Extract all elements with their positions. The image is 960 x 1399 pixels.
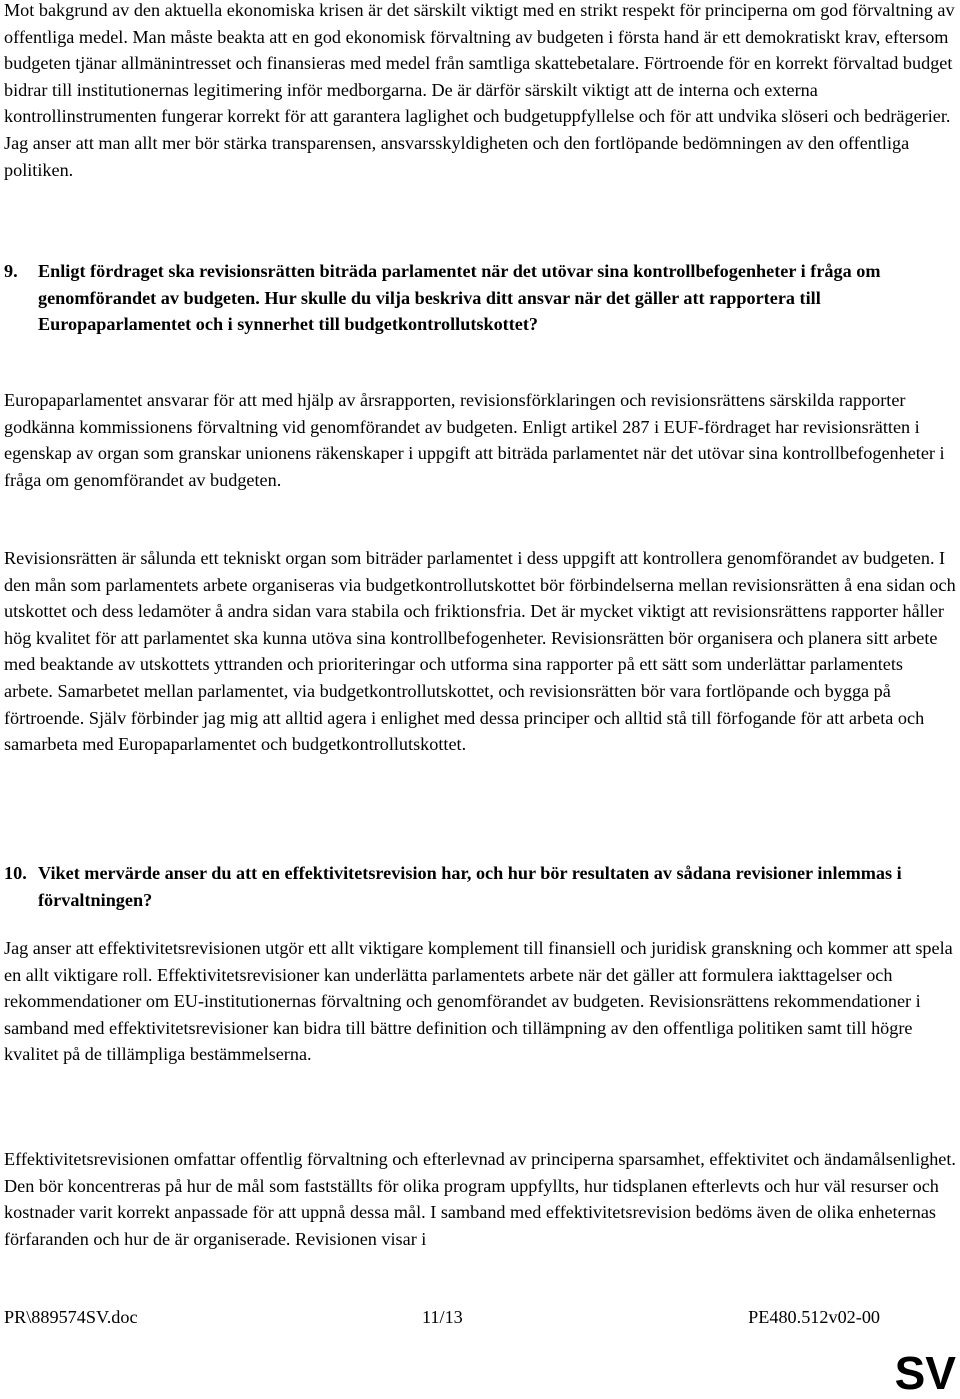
- question-9-text: Enligt fördraget ska revisionsrätten biträda parlamentet när det utövar sina kontrollbefogenheter i fråga om genomförandet av budgeten. Hur skulle du vilja beskriva ditt ansvar när det gäller att rapportera till Europaparlamentet och i synnerhet till budgetkontrollutskottet?: [38, 261, 881, 335]
- body-paragraph-1: Mot bakgrund av den aktuella ekonomiska krisen är det särskilt viktigt med en strikt respekt för principerna om god förvaltning av offentliga medel. Man måste beakta att en god ekonomisk förvaltning av budgeten i första hand är ett demokratiskt krav, eftersom budgeten tjänar allmänintresset och finansieras med medel från samtliga skattebetalare. Förtroende för en korrekt förvaltad budget bidrar till institutionernas legitimering inför medborgarna. De är därför särskilt viktigt att de interna och externa kontrollinstrumenten fungerar korrekt för att garantera laglighet och budgetuppfyllelse och för att undvika slöseri och bedrägerier. Jag anser att man allt mer bör stärka transparensen, ansvarsskyldigheten och den fortlöpande bedömningen av den offentliga politiken.: [4, 0, 955, 180]
- question-9: [4, 258, 956, 338]
- body-paragraph-4: Jag anser att effektivitetsrevisionen utgör ett allt viktigare komplement till finansiell och juridisk granskning och kommer att spela en allt viktigare roll. Effektivitetsrevisioner kan underlätta parlamentets arbete när det gäller att formulera iakttagelser och rekommendationer om EU-institutionernas förvaltning och genomförandet av budgeten. Revisionsrättens rekommendationer i samband med effektivitetsrevisioner kan bidra till bättre definition och tillämpning av den offentliga politiken samt till högre kvalitet på de tillämpliga bestämmelserna.: [4, 938, 953, 1065]
- question-10-number: 10.: [4, 863, 27, 883]
- body-paragraph-5: Effektivitetsrevisionen omfattar offentlig förvaltning och efterlevnad av principerna sparsamhet, effektivitet och ändamålsenlighet. Den bör koncentreras på hur de mål som fastställts för olika program uppfyllts, hur tidsplanen efterlevts och hur väl resurser och kostnader varit korrekt anpassade för att uppnå dessa mål. I samband med effektivitetsrevision bedöms även de olika enheternas förfaranden och hur de är organiserade. Revisionen visar i: [4, 1149, 956, 1249]
- page-footer: [4, 1303, 880, 1331]
- question-10: [4, 860, 956, 913]
- footer-document-code: PE480.512v02-00: [748, 1307, 880, 1327]
- body-paragraph-3: Revisionsrätten är sålunda ett tekniskt organ som biträder parlamentet i dess uppgift att kontrollera genomförandet av budgeten. I den mån som parlamentets arbete organiseras via budgetkontrollutskottet bör förbindelserna mellan revisionsrätten å ena sidan och utskottet och dess ledamöter å andra sidan vara stabila och friktionsfria. Det är mycket viktigt att revisionsrättens rapporter håller hög kvalitet för att parlamentet ska kunna utöva sina kontrollbefogenheter. Revisionsrätten bör organisera och planera sitt arbete med beaktande av utskottets yttranden och prioriteringar och utforma sina rapporter på ett sätt som underlättar parlamentets arbete. Samarbetet mellan parlamentet, via budgetkontrollutskottet, och revisionsrätten bör vara fortlöpande och bygga på förtroende. Själv förbinder jag mig att alltid agera i enlighet med dessa principer och alltid stå till förfogande för att arbeta och samarbeta med Europaparlamentet och budgetkontrollutskottet.: [4, 548, 956, 755]
- footer-page-number: 11/13: [422, 1307, 463, 1327]
- question-9-number: 9.: [4, 261, 18, 281]
- language-badge: SV: [894, 1347, 956, 1399]
- question-10-text: Viket mervärde anser du att en effektivitetsrevision har, och hur bör resultaten av sådana revisioner inlemmas i förvaltningen?: [38, 863, 902, 910]
- body-paragraph-2: Europaparlamentet ansvarar för att med hjälp av årsrapporten, revisionsförklaringen och revisionsrättens särskilda rapporter godkänna kommissionens förvaltning vid genomförandet av budgeten. Enligt artikel 287 i EUF-fördraget har revisionsrätten i egenskap av organ som granskar unionens räkenskaper i uppgift att biträda parlamentet när det utövar sina kontrollbefogenheter i fråga om genomförandet av budgeten.: [4, 390, 945, 490]
- footer-file-reference: PR\889574SV.doc: [4, 1307, 138, 1327]
